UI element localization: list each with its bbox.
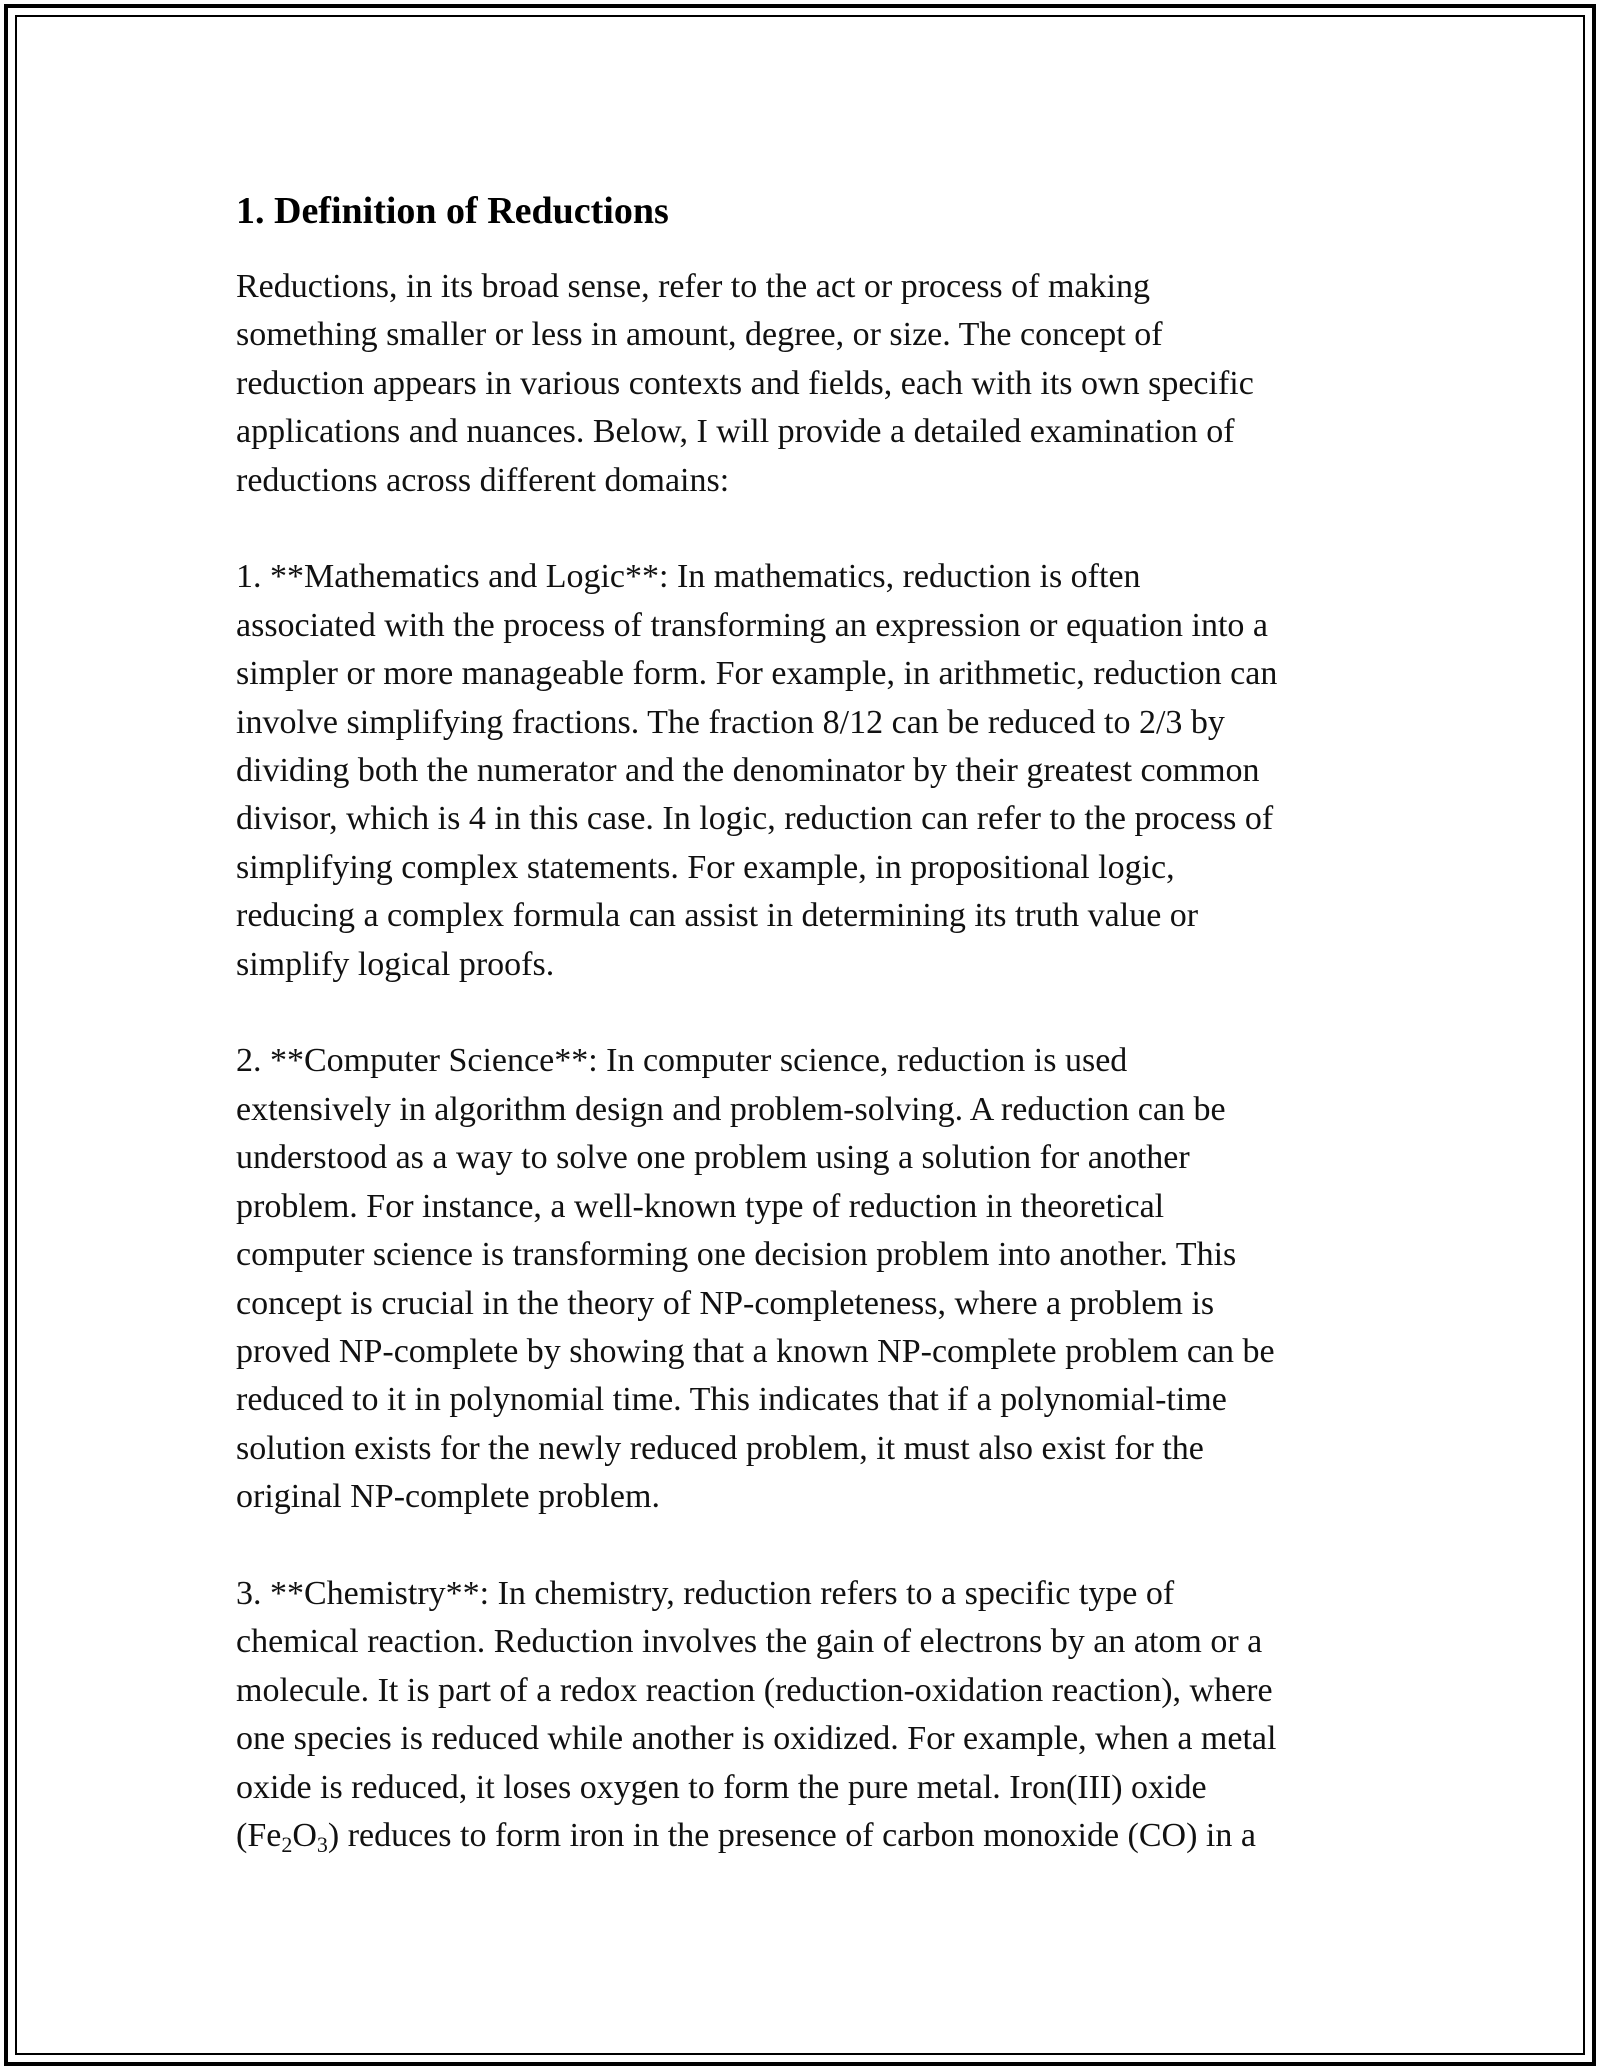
paragraph-line: concept is crucial in the theory of NP-completeness, where a problem is [236,1284,1215,1322]
paragraph-line: computer science is transforming one decision problem into another. This [236,1236,1237,1274]
paragraph-line: involve simplifying fractions. The fraction 8/12 can be reduced to 2/3 by [236,703,1225,741]
paragraph-line: simplify logical proofs. [236,945,555,983]
section-heading: 1. Definition of Reductions [236,190,669,232]
paragraph-line: original NP-complete problem. [236,1478,660,1516]
paragraph-line: simplifying complex statements. For example, in propositional logic, [236,848,1175,886]
formula-subscript: 2 [281,1831,293,1857]
formula-open: (Fe [236,1816,282,1854]
paragraph-line: reduced to it in polynomial time. This indicates that if a polynomial-time [236,1381,1227,1419]
paragraph-line: oxide is reduced, it loses oxygen to form the pure metal. Iron(III) oxide [236,1768,1207,1806]
paragraph-line: proved NP-complete by showing that a known NP-complete problem can be [236,1332,1275,1370]
intro-paragraph [236,263,1366,505]
paragraph-line: simpler or more manageable form. For example, in arithmetic, reduction can [236,655,1278,693]
paragraph-line: understood as a way to solve one problem using a solution for another [236,1139,1190,1177]
formula-rest: ) reduces to form iron in the presence of carbon monoxide (CO) in a [327,1816,1256,1854]
paragraph-line: divisor, which is 4 in this case. In logic, reduction can refer to the process of [236,800,1274,838]
formula-subscript: 3 [316,1831,328,1857]
paragraph-line: chemical reaction. Reduction involves the gain of electrons by an atom or a [236,1623,1263,1661]
document-body [236,185,1366,1909]
paragraph-line: associated with the process of transforming an expression or equation into a [236,606,1269,644]
paragraph-line: reductions across different domains: [236,461,730,499]
paragraph-line: molecule. It is part of a redox reaction (reduction-oxidation reaction), where [236,1671,1273,1709]
computer-science-paragraph [236,1037,1366,1521]
chemistry-paragraph [236,1570,1366,1860]
formula-mid: O [292,1816,317,1854]
paragraph-line: reduction appears in various contexts and fields, each with its own specific [236,364,1254,402]
paragraph-line: 1. **Mathematics and Logic**: In mathematics, reduction is often [236,558,1141,596]
paragraph-line: Reductions, in its broad sense, refer to the act or process of making [236,268,1150,305]
paragraph-line: problem. For instance, a well-known type of reduction in theoretical [236,1187,1165,1225]
paragraph-line: solution exists for the newly reduced problem, it must also exist for the [236,1429,1204,1467]
paragraph-line-formula [236,1812,1366,1860]
mathematics-paragraph [236,553,1366,989]
paragraph-line: applications and nuances. Below, I will provide a detailed examination of [236,413,1235,451]
paragraph-line: 3. **Chemistry**: In chemistry, reduction refers to a specific type of [236,1574,1175,1612]
paragraph-line: extensively in algorithm design and problem-solving. A reduction can be [236,1090,1226,1128]
paragraph-line: one species is reduced while another is oxidized. For example, when a metal [236,1720,1277,1758]
paragraph-line: dividing both the numerator and the denominator by their greatest common [236,752,1260,790]
paragraph-line: something smaller or less in amount, degree, or size. The concept of [236,316,1163,354]
paragraph-line: 2. **Computer Science**: In computer science, reduction is used [236,1042,1128,1080]
paragraph-line: reducing a complex formula can assist in determining its truth value or [236,897,1199,935]
